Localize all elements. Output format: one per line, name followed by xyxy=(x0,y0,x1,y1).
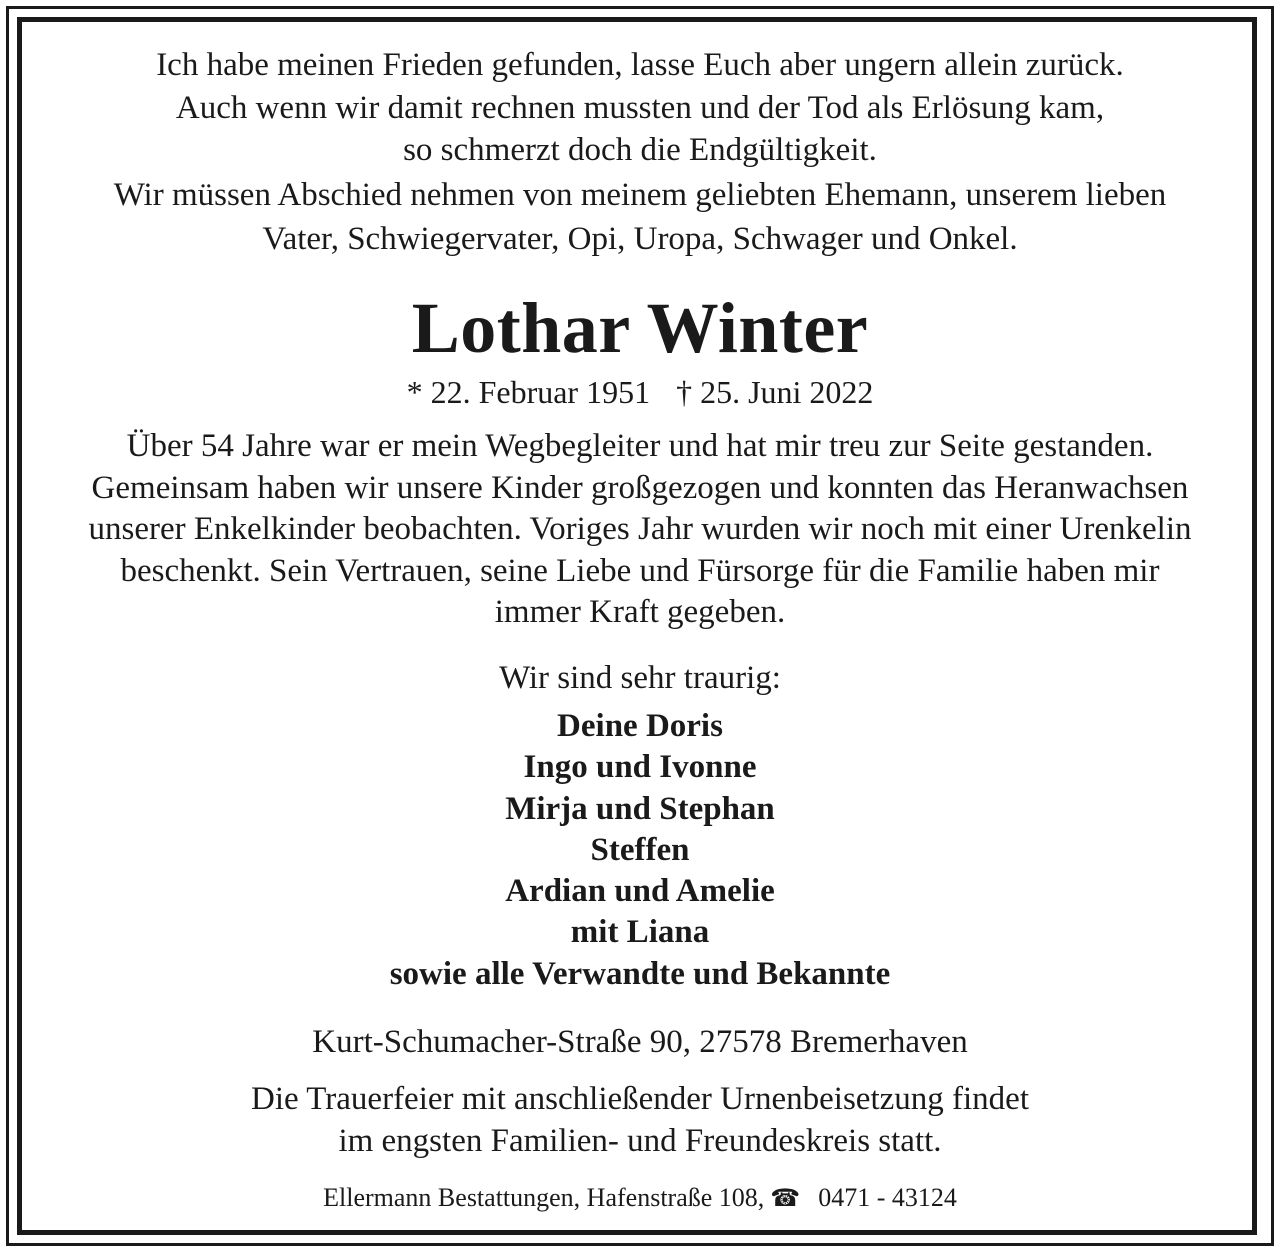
ceremony-line: im engsten Familien- und Freundeskreis statt. xyxy=(338,1123,942,1159)
birth-date: * 22. Februar 1951 xyxy=(406,374,651,410)
intro-line: Ich habe meinen Frieden gefunden, lasse Euch aber ungern allein zurück. xyxy=(156,47,1124,83)
mourning-intro: Wir sind sehr traurig: xyxy=(499,660,781,696)
bio-line: Gemeinsam haben wir unsere Kinder großgezogen und konnten das Heranwachsen xyxy=(91,469,1189,506)
ceremony-line: Die Trauerfeier mit anschließender Urnenbeisetzung findet xyxy=(251,1081,1029,1117)
bio-line: beschenkt. Sein Vertrauen, seine Liebe und Fürsorge für die Familie haben mir xyxy=(120,552,1160,589)
bio-line: Über 54 Jahre war er mein Wegbegleiter und hat mir treu zur Seite gestanden. xyxy=(126,428,1154,464)
undertaker-footer xyxy=(22,1180,1258,1216)
farewell-line: Vater, Schwiegervater, Opi, Uropa, Schwager und Onkel. xyxy=(262,221,1018,257)
intro-line: so schmerzt doch die Endgültigkeit. xyxy=(403,132,877,168)
family-address: Kurt-Schumacher-Straße 90, 27578 Bremerhaven xyxy=(312,1024,968,1060)
mourner-name: Ardian und Amelie xyxy=(505,873,775,910)
intro-quote xyxy=(22,44,1258,172)
undertaker-phone: 0471 - 43124 xyxy=(818,1183,957,1212)
bio-line: unserer Enkelkinder beobachten. Voriges Jahr wurden wir noch mit einer Urenkelin xyxy=(88,511,1192,547)
mourner-name: Deine Doris xyxy=(557,708,723,744)
mourner-name: sowie alle Verwandte und Bekannte xyxy=(389,955,891,992)
life-dates xyxy=(22,370,1258,414)
mourner-name: Mirja und Stephan xyxy=(505,790,775,827)
mourners-list xyxy=(22,706,1258,995)
farewell-line: Wir müssen Abschied nehmen von meinem geliebten Ehemann, unserem lieben xyxy=(113,177,1167,213)
obituary-notice xyxy=(22,22,1258,1230)
biography-text xyxy=(22,426,1258,634)
phone-icon: ☎ xyxy=(770,1184,801,1212)
undertaker-name: Ellermann Bestattungen, Hafenstraße 108, xyxy=(323,1183,765,1212)
mourner-name: Steffen xyxy=(590,831,690,868)
farewell-text xyxy=(22,173,1258,261)
ceremony-note xyxy=(22,1078,1258,1162)
death-date: † 25. Juni 2022 xyxy=(676,374,874,410)
deceased-name: Lothar Winter xyxy=(411,288,869,368)
mourner-name: Ingo und Ivonne xyxy=(523,749,757,786)
intro-line: Auch wenn wir damit rechnen mussten und der Tod als Erlösung kam, xyxy=(175,89,1105,126)
mourner-name: mit Liana xyxy=(570,914,710,951)
bio-line: immer Kraft gegeben. xyxy=(494,594,786,630)
